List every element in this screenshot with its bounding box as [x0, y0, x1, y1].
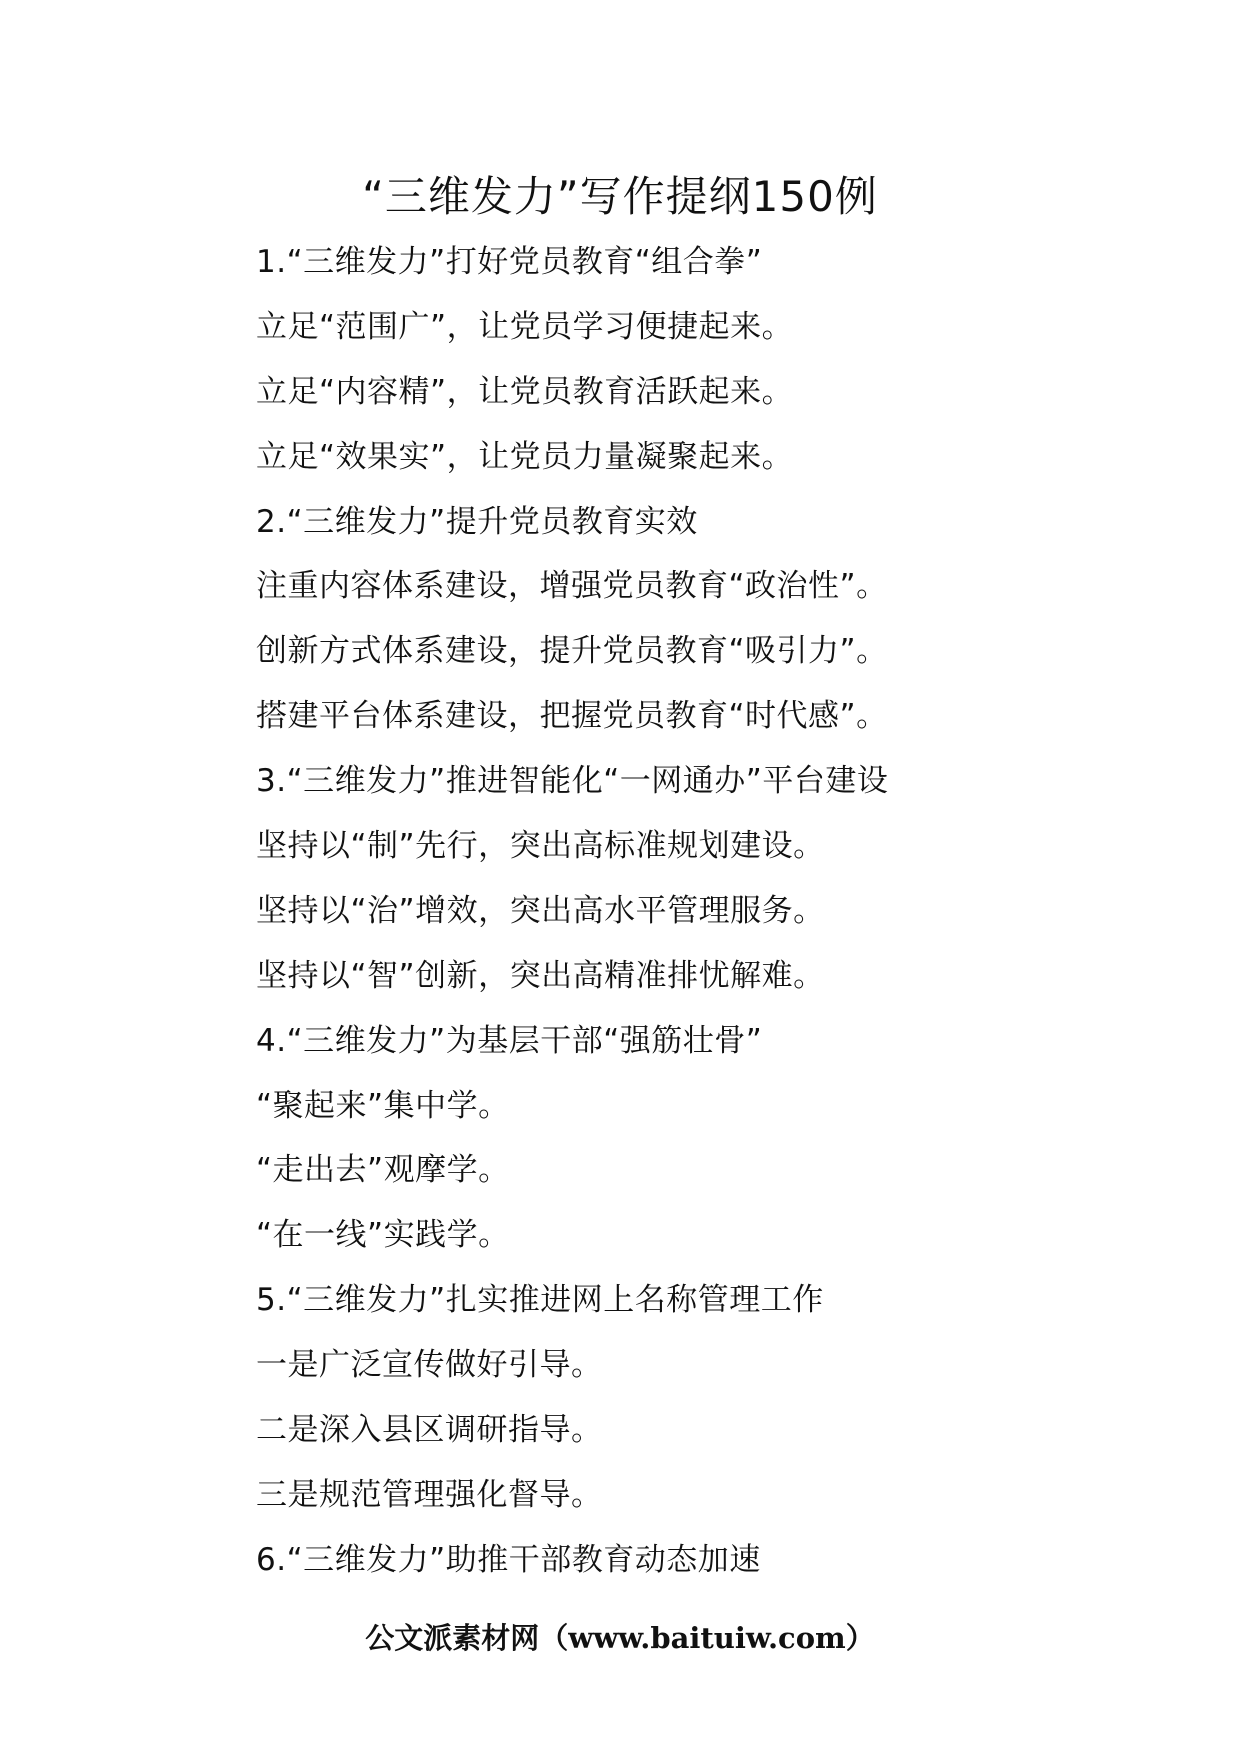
section-heading-3: 3.“三维发力”推进智能化“一网通办”平台建设: [256, 763, 889, 800]
body-line: 立足“内容精”，让党员教育活跃起来。: [256, 373, 794, 410]
body-line: “走出去”观摩学。: [256, 1152, 510, 1189]
section-heading-6: 6.“三维发力”助推干部教育动态加速: [256, 1541, 761, 1578]
section-heading-5: 5.“三维发力”扎实推进网上名称管理工作: [256, 1282, 824, 1319]
body-line: “在一线”实践学。: [256, 1217, 510, 1254]
document-title: “三维发力”写作提纲150例: [362, 172, 878, 221]
body-line: 坚持以“治”增效，突出高水平管理服务。: [256, 892, 825, 929]
body-line: 坚持以“智”创新，突出高精准排忧解难。: [256, 957, 825, 994]
body-line: 搭建平台体系建设，把握党员教育“时代感”。: [256, 698, 888, 735]
footer-watermark: 公文派素材网（www.baituiw.com）: [365, 1621, 875, 1655]
section-heading-1: 1.“三维发力”打好党员教育“组合拳”: [256, 244, 763, 280]
body-line: 注重内容体系建设，增强党员教育“政治性”。: [256, 568, 888, 605]
body-line: 坚持以“制”先行，突出高标准规划建设。: [256, 828, 825, 865]
body-line: “聚起来”集中学。: [256, 1087, 510, 1124]
body-line: 三是规范管理强化督导。: [256, 1476, 603, 1513]
body-line: 立足“范围广”，让党员学习便捷起来。: [256, 308, 794, 345]
body-line: 创新方式体系建设，提升党员教育“吸引力”。: [256, 633, 888, 670]
document-body: [256, 238, 1156, 1601]
body-line: 立足“效果实”，让党员力量凝聚起来。: [256, 438, 794, 475]
section-heading-4: 4.“三维发力”为基层干部“强筋壮骨”: [256, 1022, 763, 1059]
section-heading-2: 2.“三维发力”提升党员教育实效: [256, 503, 698, 540]
body-line: 二是深入县区调研指导。: [256, 1412, 603, 1449]
body-line: 一是广泛宣传做好引导。: [256, 1347, 603, 1384]
